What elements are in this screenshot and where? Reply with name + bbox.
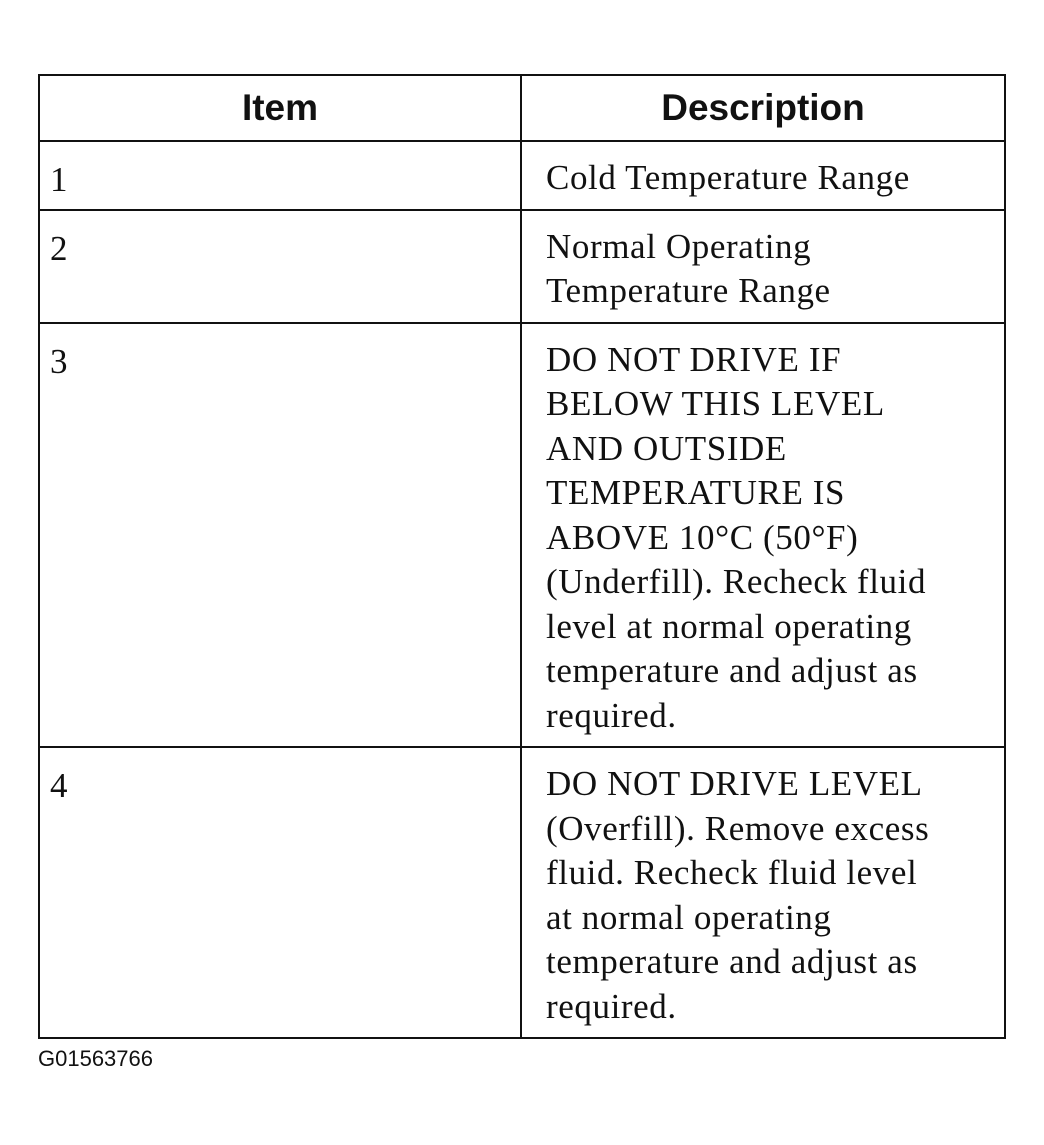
item-number: 1 [39, 141, 521, 210]
description-line: required. [546, 695, 677, 735]
description-column-header: Description [521, 75, 1005, 141]
table-row [39, 323, 1005, 748]
description-line: at normal operating [546, 897, 832, 937]
item-number: 4 [39, 747, 521, 1038]
description-line: fluid. Recheck fluid level [546, 853, 918, 892]
description-line: BELOW THIS LEVEL [546, 384, 885, 423]
description-line: temperature and adjust as [546, 942, 918, 981]
description-line: ABOVE 10°C (50°F) [546, 517, 859, 557]
header-row [39, 75, 1005, 141]
item-description [521, 747, 1005, 1038]
item-number: 2 [39, 210, 521, 323]
description-line: (Overfill). Remove excess [546, 808, 930, 848]
description-line: DO NOT DRIVE IF [546, 339, 842, 379]
description-line: Cold Temperature Range [546, 158, 910, 197]
description-line: AND OUTSIDE [546, 428, 787, 468]
description-line: level at normal operating [546, 606, 912, 646]
description-line: temperature and adjust as [546, 651, 918, 690]
table-row [39, 747, 1005, 1038]
table-row [39, 210, 1005, 323]
description-line: Normal Operating [546, 226, 812, 266]
item-description [521, 323, 1005, 748]
item-column-header: Item [39, 75, 521, 141]
item-description [521, 210, 1005, 323]
description-line: required. [546, 986, 677, 1026]
description-line: TEMPERATURE IS [546, 473, 846, 512]
item-number: 3 [39, 323, 521, 748]
table-row [39, 141, 1005, 210]
description-line: DO NOT DRIVE LEVEL [546, 764, 923, 803]
figure-id-label: G01563766 [38, 1046, 153, 1071]
legend-table [38, 74, 1006, 1039]
item-description [521, 141, 1005, 210]
description-line: (Underfill). Recheck fluid [546, 562, 927, 601]
description-line: Temperature Range [546, 271, 831, 310]
